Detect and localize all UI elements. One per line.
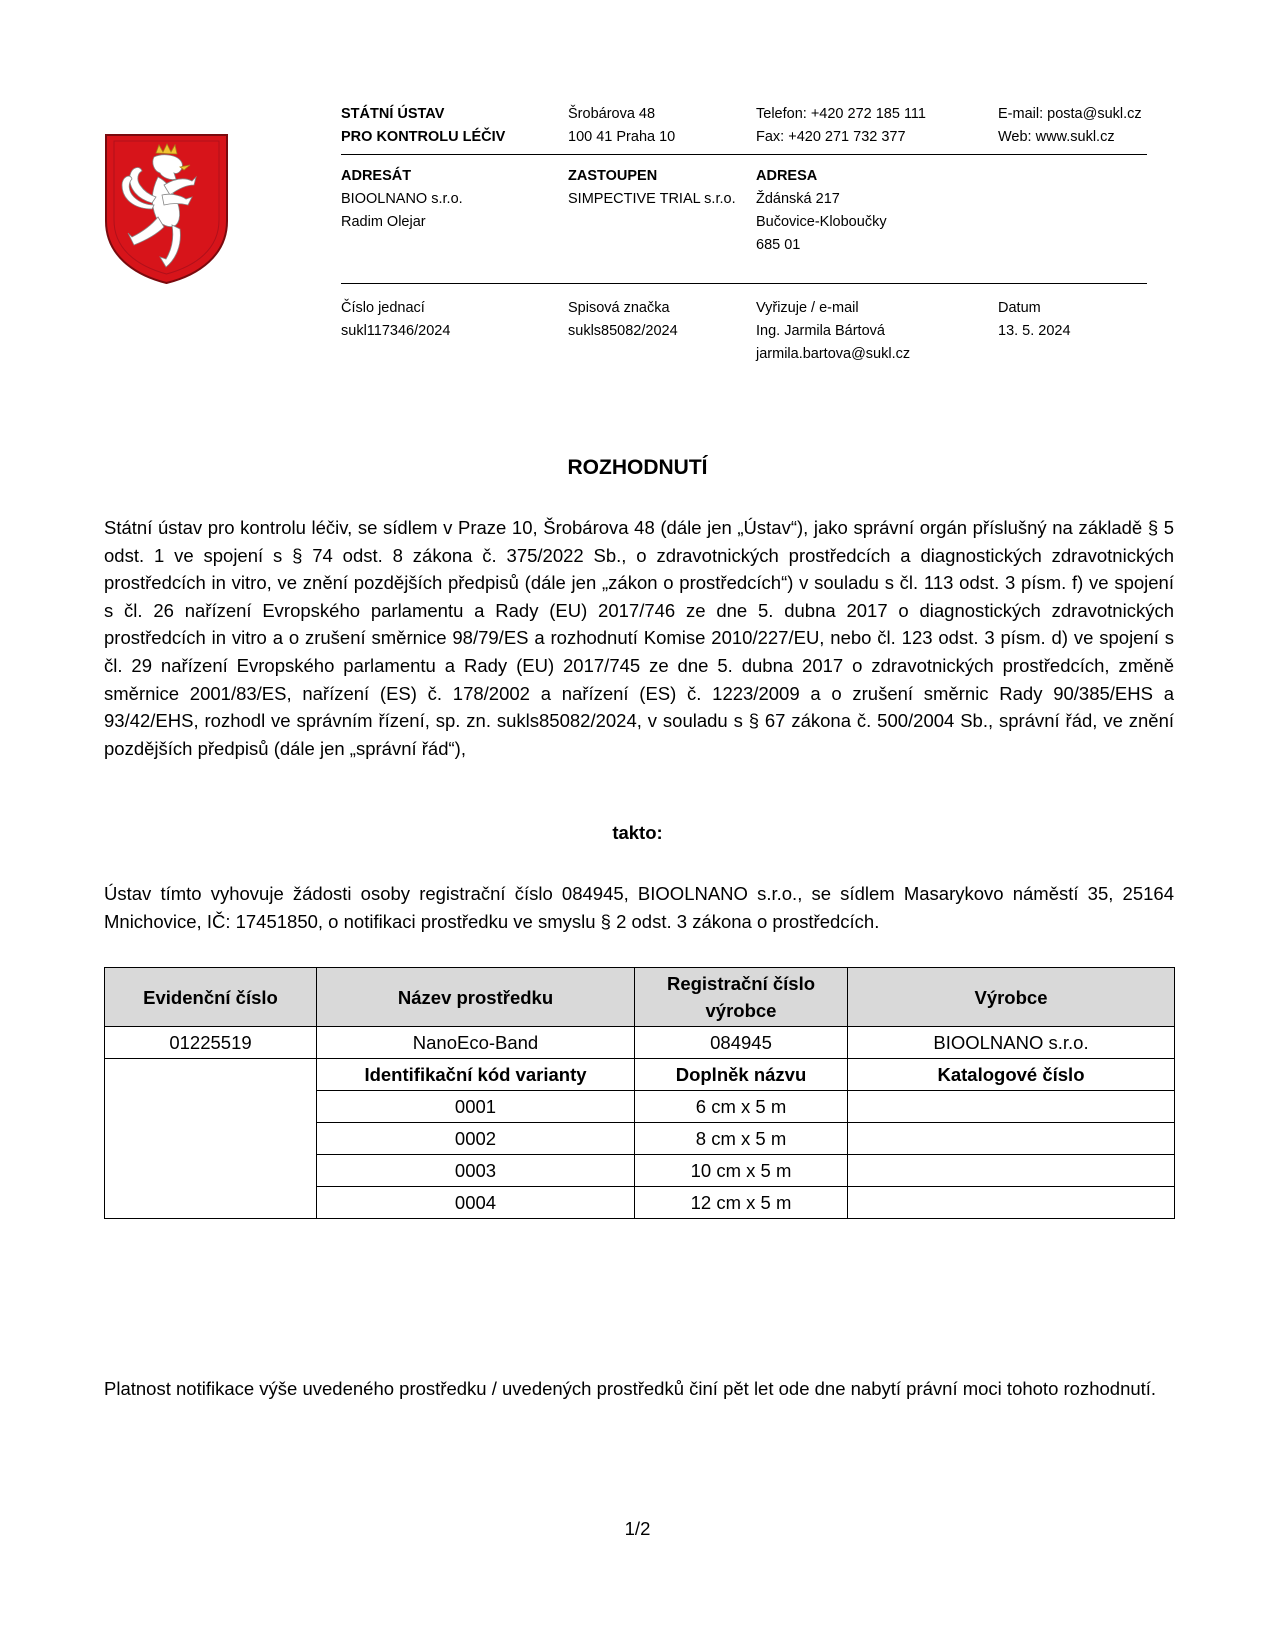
variant-doplnek: 10 cm x 5 m	[635, 1155, 848, 1187]
header-registracni-cislo: Registrační číslo výrobce	[635, 968, 848, 1027]
issuer-name	[341, 103, 505, 149]
variant-header-katalog: Katalogové číslo	[848, 1059, 1175, 1091]
issuer-contacts	[998, 103, 1142, 149]
issuer-city: 100 41 Praha 10	[568, 129, 676, 145]
issuer-web: Web: www.sukl.cz	[998, 129, 1115, 145]
header-vyrobce: Výrobce	[848, 968, 1175, 1027]
table-header-row	[105, 968, 1175, 1027]
variant-spacer-cell	[105, 1059, 317, 1219]
issuer-street: Šrobárova 48	[568, 106, 656, 122]
variant-header-kod: Identifikační kód varianty	[317, 1059, 635, 1091]
issuer-phones	[756, 103, 926, 149]
document-title: ROZHODNUTÍ	[567, 456, 708, 479]
issuer-fax: Fax: +420 271 732 377	[756, 129, 906, 145]
variant-kod: 0004	[317, 1187, 635, 1219]
variant-doplnek: 6 cm x 5 m	[635, 1091, 848, 1123]
adresa-zip: 685 01	[756, 237, 801, 253]
variant-kod: 0003	[317, 1155, 635, 1187]
cislo-value: sukl117346/2024	[341, 323, 451, 339]
intro-paragraph: Státní ústav pro kontrolu léčiv, se sídlem v Praze 10, Šrobárova 48 (dále jen „Ústav“), jako správní orgán příslušný na základě § 5 odst. 1 ve spojení s § 74 odst. 8 zákona č. 375/2022 Sb., o zdravotnických prostředcích a diagnostických zdravotnických prostředcích in vitro, ve znění pozdějších předpisů (dále jen „zákon o prostředcích“) v souladu s čl. 113 odst. 3 písm. f) ve spojení s čl. 26 nařízení Evropského parlamentu a Rady (EU) 2017/746 ze dne 5. dubna 2017 o diagnostických zdravotnických prostředcích in vitro a o zrušení směrnice 98/79/ES a rozhodnutí Komise 2010/227/EU, nebo čl. 123 odst. 3 písm. d) ve spojení s čl. 29 nařízení Evropského parlamentu a Rady (EU) 2017/745 ze dne 5. dubna 2017 o zdravotnických prostředcích, změně směrnice 2001/83/ES, nařízení (ES) č. 178/2002 a nařízení (ES) č. 1223/2009 a o zrušení směrnic Rady 90/385/EHS a 93/42/EHS, rozhodl ve správním řízení, sp. zn. sukls85082/2024, v souladu s § 67 zákona č. 500/2004 Sb., správní řád, ve znění pozdějších předpisů (dále jen „správní řád“),	[104, 517, 1174, 759]
issuer-address	[568, 103, 675, 149]
issuer-email: E-mail: posta@sukl.cz	[998, 106, 1142, 122]
device-evidencni-cislo: 01225519	[105, 1027, 317, 1059]
device-vyrobce: BIOOLNANO s.r.o.	[848, 1027, 1175, 1059]
device-table	[104, 967, 1175, 1219]
variant-header-doplnek: Doplněk názvu	[635, 1059, 848, 1091]
variant-header-row	[105, 1059, 1175, 1091]
variant-katalog	[848, 1155, 1175, 1187]
adresat-name: BIOOLNANO s.r.o.	[341, 191, 463, 207]
coat-of-arms-icon	[104, 133, 229, 285]
spis-label: Spisová značka	[568, 300, 670, 316]
vyrizuje-label: Vyřizuje / e-mail	[756, 300, 859, 316]
file-mark-block	[568, 297, 678, 343]
header-divider-2	[341, 283, 1147, 284]
decision-paragraph: Ústav tímto vyhovuje žádosti osoby registrační číslo 084945, BIOOLNANO s.r.o., se sídlem Masarykovo náměstí 35, 25164 Mnichovice, IČ: 17451850, o notifikaci prostředku ve smyslu § 2 odst. 3 zákona o prostředcích.	[104, 883, 1174, 932]
validity-paragraph: Platnost notifikace výše uvedeného prostředku / uvedených prostředků činí pět let ode dne nabytí právní moci tohoto rozhodnutí.	[104, 1378, 1157, 1399]
device-row	[105, 1027, 1175, 1059]
vyrizuje-name: Ing. Jarmila Bártová	[756, 323, 885, 339]
zastoupen-label: ZASTOUPEN	[568, 168, 658, 184]
device-registracni-cislo: 084945	[635, 1027, 848, 1059]
takto-heading: takto:	[612, 822, 663, 843]
case-number-block	[341, 297, 450, 343]
zastoupen-name: SIMPECTIVE TRIAL s.r.o.	[568, 191, 736, 207]
date-block	[998, 297, 1071, 343]
header-divider-1	[341, 154, 1147, 155]
adresat-label: ADRESÁT	[341, 168, 412, 184]
representative-block	[568, 165, 736, 211]
variant-katalog	[848, 1187, 1175, 1219]
datum-value: 13. 5. 2024	[998, 323, 1071, 339]
page-number: 1/2	[624, 1518, 651, 1539]
adresa-label: ADRESA	[756, 168, 818, 184]
variant-doplnek: 8 cm x 5 m	[635, 1123, 848, 1155]
address-block	[756, 165, 887, 257]
spis-value: sukls85082/2024	[568, 323, 678, 339]
variant-katalog	[848, 1123, 1175, 1155]
issuer-line1: STÁTNÍ ÚSTAV	[341, 106, 445, 122]
variant-katalog	[848, 1091, 1175, 1123]
handler-block	[756, 297, 910, 366]
variant-kod: 0001	[317, 1091, 635, 1123]
variant-kod: 0002	[317, 1123, 635, 1155]
issuer-phone: Telefon: +420 272 185 111	[756, 106, 926, 122]
datum-label: Datum	[998, 300, 1041, 316]
recipient-block	[341, 165, 463, 234]
header-nazev: Název prostředku	[317, 968, 635, 1027]
header-evidencni-cislo: Evidenční číslo	[105, 968, 317, 1027]
vyrizuje-email[interactable]: jarmila.bartova@sukl.cz	[756, 346, 911, 362]
adresat-person: Radim Olejar	[341, 214, 426, 230]
issuer-line2: PRO KONTROLU LÉČIV	[341, 129, 506, 145]
variant-doplnek: 12 cm x 5 m	[635, 1187, 848, 1219]
adresa-city: Bučovice-Kloboučky	[756, 214, 887, 230]
device-nazev: NanoEco-Band	[317, 1027, 635, 1059]
cislo-label: Číslo jednací	[341, 300, 425, 316]
adresa-street: Ždánská 217	[756, 191, 840, 207]
